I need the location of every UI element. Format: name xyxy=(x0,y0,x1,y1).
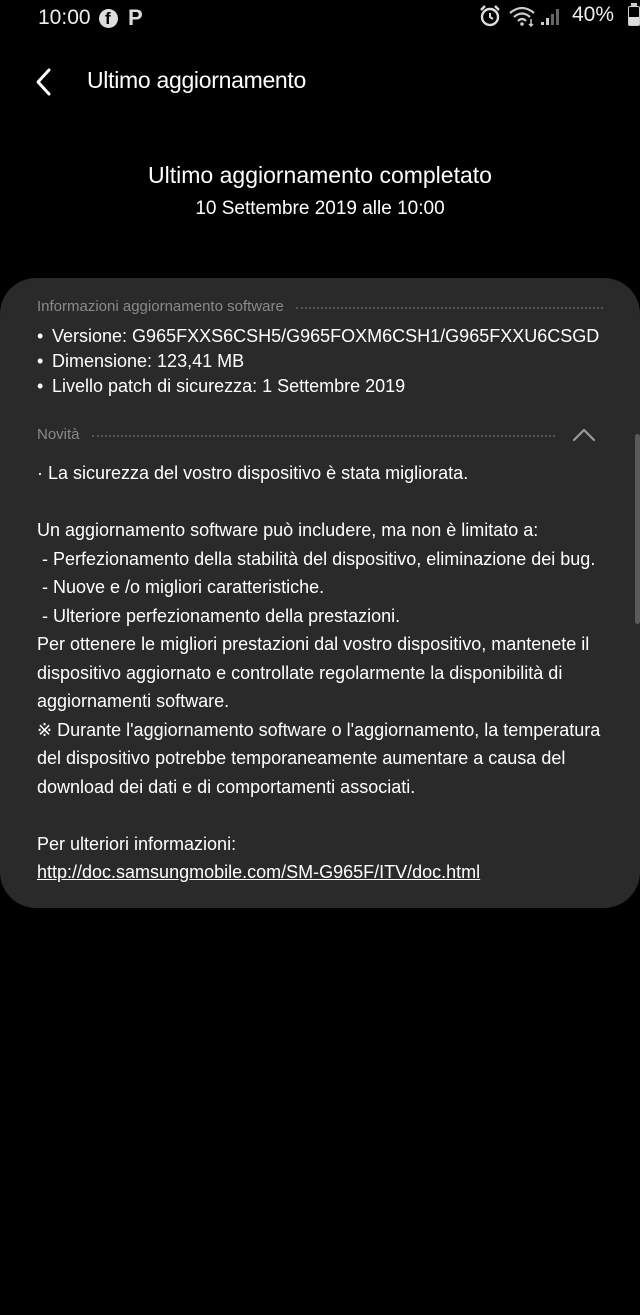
pinterest-icon: P xyxy=(128,5,143,30)
news-paragraph: Per ottenere le migliori prestazioni dal vostro dispositivo, mantenete il dispositivo aggiornato e controllate regolarmente la disponibilità di aggiornamenti software. xyxy=(37,634,590,711)
alarm-icon xyxy=(478,4,502,28)
news-bullet: - Nuove e /o migliori caratteristiche. xyxy=(37,577,325,597)
info-section-header xyxy=(37,298,603,315)
news-section-header xyxy=(37,426,555,443)
update-date: 10 Settembre 2019 alle 10:00 xyxy=(195,198,445,219)
news-content xyxy=(37,459,617,887)
news-section-title: Novità xyxy=(37,426,80,443)
news-line: · La sicurezza del vostro dispositivo è stata migliorata. xyxy=(37,463,469,483)
list-item-version: • Versione: G965FXXS6CSH5/G965FOXM6CSH1/G965FXXU6CSGD xyxy=(37,324,599,349)
scrollbar[interactable] xyxy=(635,434,640,624)
app-bar xyxy=(0,52,640,112)
news-line: Un aggiornamento software può includere, ma non è limitato a: xyxy=(37,520,539,540)
more-info-link[interactable]: http://doc.samsungmobile.com/SM-G965F/ITV/doc.html xyxy=(37,862,481,882)
info-list xyxy=(37,324,599,399)
battery-percentage: 40% xyxy=(571,3,614,26)
status-bar xyxy=(0,0,640,38)
news-bullet: - Ulteriore perfezionamento della prestazioni. xyxy=(37,605,401,626)
news-bullet: - Perfezionamento della stabilità del dispositivo, eliminazione dei bug. xyxy=(37,548,596,569)
back-chevron-icon[interactable] xyxy=(30,66,58,98)
battery-icon xyxy=(628,6,640,26)
facebook-icon xyxy=(99,9,118,28)
status-time: 10:00 xyxy=(38,6,91,29)
update-info-card xyxy=(0,278,640,908)
list-item-security-patch: • Livello patch di sicurezza: 1 Settembre 2019 xyxy=(37,374,599,399)
page-title: Ultimo aggiornamento xyxy=(87,67,307,93)
divider xyxy=(92,435,555,437)
signal-icon xyxy=(540,6,562,26)
news-paragraph: ※ Durante l'aggiornamento software o l'aggiornamento, la temperatura del dispositivo potrebbe temporaneamente aumentare a causa del download dei dati e di comportamenti associati. xyxy=(37,719,601,797)
list-item-size: • Dimensione: 123,41 MB xyxy=(37,349,599,374)
divider xyxy=(296,307,603,309)
more-info-label: Per ulteriori informazioni: xyxy=(37,833,237,854)
chevron-up-icon[interactable] xyxy=(572,428,596,442)
info-section-title: Informazioni aggiornamento software xyxy=(37,298,284,315)
update-status-title: Ultimo aggiornamento completato xyxy=(148,162,492,188)
wifi-icon xyxy=(508,5,536,27)
